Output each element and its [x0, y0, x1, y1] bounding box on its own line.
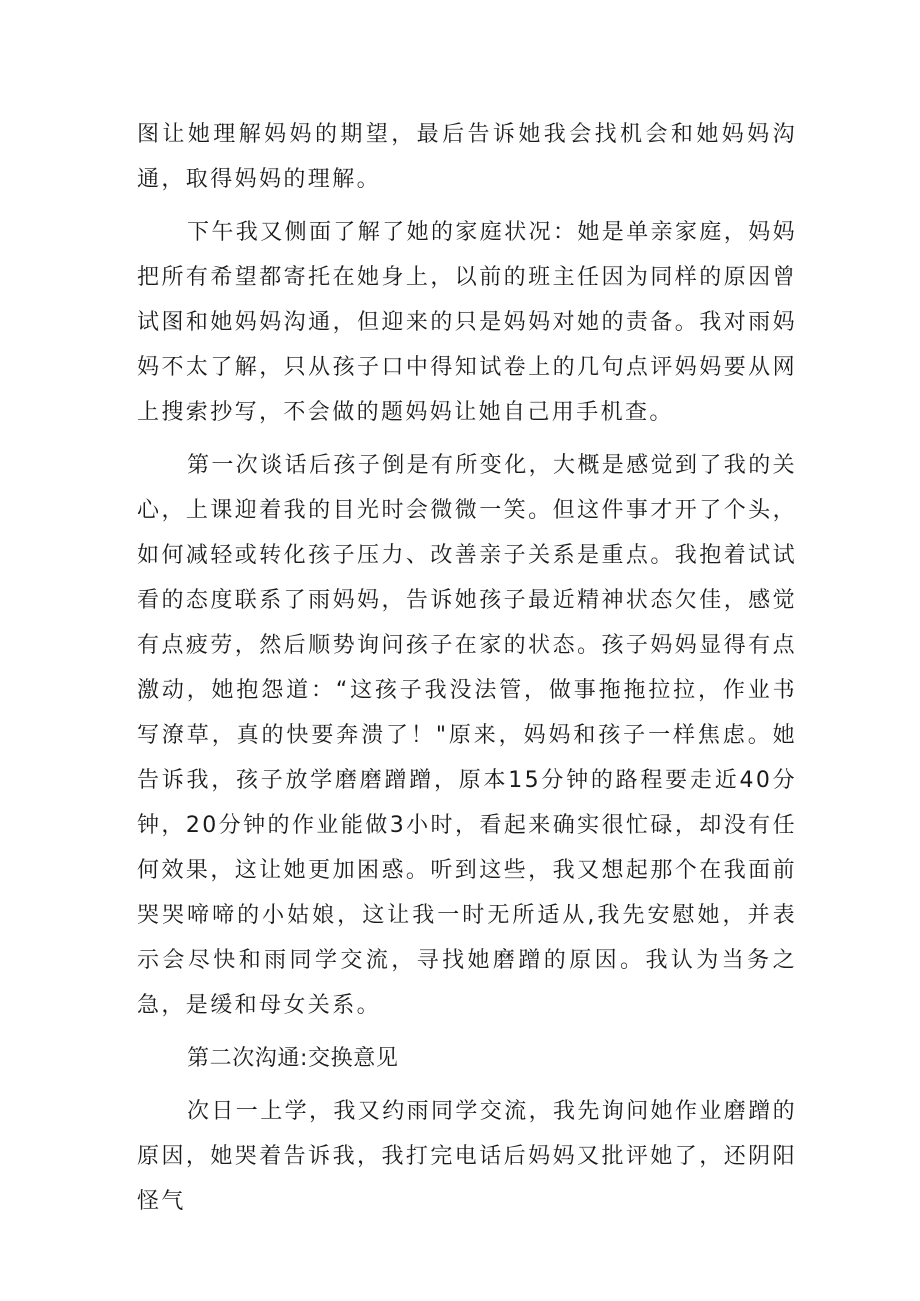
- document-body: [137, 112, 797, 1232]
- section-heading: 第二次沟通:交换意见: [187, 1046, 399, 1071]
- paragraph-first-talk: 第一次谈话后孩子倒是有所变化，大概是感觉到了我的关心，上课迎着我的目光时会微微一笑。但这件事才开了个头，如何减轻或转化孩子压力、改善亲子关系是重点。我抱着试试看的态度联系了雨妈妈，告诉她孩子最近精神状态欠佳，感觉有点疲劳，然后顺势询问孩子在家的状态。孩子妈妈显得有点激动，她抱怨道：“这孩子我没法管，做事拖拖拉拉，作业书写潦草，真的快要奔溃了！"原来，妈妈和孩子一样焦虑。她告诉我，孩子放学磨磨蹭蹭，原本15分钟的路程要走近40分钟，20分钟的作业能做3小时，看起来确实很忙碌，却没有任何效果，这让她更加困惑。听到这些，我又想起那个在我面前哭哭啼啼的小姑娘，这让我一时无所适从,我先安慰她，并表示会尽快和雨同学交流，寻找她磨蹭的原因。我认为当务之急，是缓和母女关系。: [137, 453, 798, 1018]
- paragraph-continuation: 图让她理解妈妈的期望，最后告诉她我会找机会和她妈妈沟通，取得妈妈的理解。: [137, 122, 797, 192]
- paragraph-second-talk: 次日一上学，我又约雨同学交流，我先询问她作业磨蹭的原因，她哭着告诉我，我打完电话后妈妈又批评她了，还阴阳怪气: [137, 1099, 798, 1214]
- paragraph-family-situation: 下午我又侧面了解了她的家庭状况：她是单亲家庭，妈妈把所有希望都寄托在她身上，以前的班主任因为同样的原因曾试图和她妈妈沟通，但迎来的只是妈妈对她的责备。我对雨妈妈不太了解，只从孩子口中得知试卷上的几句点评妈妈要从网上搜索抄写，不会做的题妈妈让她自己用手机查。: [137, 220, 798, 425]
